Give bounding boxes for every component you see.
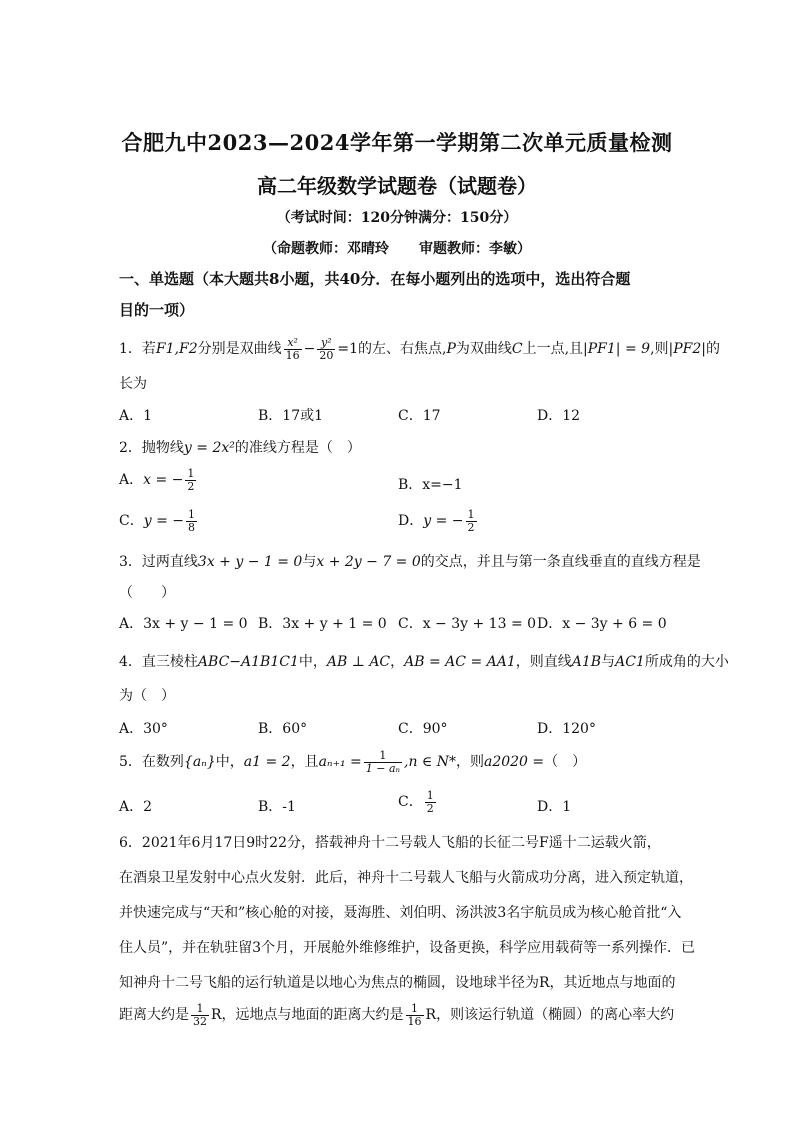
- q1-option-a: A．1: [119, 408, 153, 424]
- fraction: $\frac{1}{2}$: [426, 789, 434, 815]
- q2-option-a: A．x = − $\frac{1}{2}$: [119, 467, 195, 493]
- q1-option-c: C．17: [398, 408, 441, 424]
- q5-option-a: A．2: [119, 799, 153, 815]
- question-6-line2: 在酒泉卫星发射中心点火发射．此后，神舟十二号载人飞船与火箭成功分离，进入预定轨道，: [119, 870, 693, 886]
- section-heading-line1: 一、单选题（本大题共8小题，共40分．在每小题列出的选项中，选出符合题: [119, 270, 631, 288]
- question-6-line4: 住人员”，并在轨驻留3个月，开展舱外维修维护，设备更换，科学应用载荷等一系列操作．已: [119, 940, 696, 956]
- question-3-paren: （ ）: [119, 585, 175, 601]
- q4-option-a: A．30°: [119, 721, 168, 737]
- question-3-stem: 3．过两直线3x + y − 1 = 0与x + 2y − 7 = 0的交点，并且与第一条直线垂直的直线方程是: [119, 554, 701, 570]
- q3-option-c: C．x − 3y + 13 = 0: [398, 616, 537, 632]
- exam-info: （考试时间：120分钟满分：150分）: [276, 210, 518, 226]
- question-2-stem: 2．抛物线y = 2x²的准线方程是（ ）: [119, 440, 361, 456]
- q1-option-d: D．12: [537, 408, 581, 424]
- q2-option-d: D．y = − $\frac{1}{2}$: [398, 508, 475, 534]
- question-4-stem: 4．直三棱柱ABC−A1B1C1中，AB ⊥ AC，AB = AC = AA1，则直线A1B与AC1所成角的大小: [119, 654, 729, 670]
- q3-option-b: B．3x + y + 1 = 0: [258, 616, 387, 632]
- question-6-line5: 知神舟十二号飞船的运行轨道是以地心为焦点的椭圆，设地球半径为R，其近地点与地面的: [119, 975, 676, 991]
- teacher-info: [0, 238, 794, 258]
- q5-option-d: D．1: [537, 799, 572, 815]
- q3-option-d: D．x − 3y + 6 = 0: [537, 616, 667, 632]
- fraction: $\frac{\text{y²}}{20}$: [319, 336, 334, 362]
- q5-option-b: B．-1: [258, 799, 296, 815]
- exam-subtitle: 高二年级数学试题卷（试题卷）: [257, 174, 537, 198]
- q5-option-c: C． $\frac{1}{2}$: [398, 789, 434, 815]
- q4-option-c: C．90°: [398, 721, 448, 737]
- question-4-stem-line2: 为（ ）: [119, 688, 175, 704]
- q3-option-a: A．3x + y − 1 = 0: [119, 616, 248, 632]
- q2-option-b: B．x=−1: [398, 477, 463, 493]
- teacher-reviewer: 审题教师：李敏）: [419, 241, 531, 257]
- fraction: $\frac{1}{2}$: [187, 467, 195, 493]
- q4-option-d: D．120°: [537, 721, 596, 737]
- fraction: $\frac{1}{\text{1 − aₙ}}$: [365, 749, 400, 775]
- fraction: $\frac{1}{32}$: [193, 1002, 207, 1028]
- section-heading-line2: 目的一项）: [119, 301, 195, 319]
- question-6-line3: 并快速完成与“天和”核心舱的对接，聂海胜、刘伯明、汤洪波3名宇航员成为核心舱首批“入: [119, 905, 682, 921]
- q4-option-b: B．60°: [258, 721, 308, 737]
- question-1-stem-line2: 长为: [119, 376, 147, 392]
- question-6-line1: 6．2021年6月17日9时22分，搭载神舟十二号载人飞船的长征二号F遥十二运载火箭，: [119, 835, 661, 851]
- teacher-setter: （命题教师：邓晴玲: [263, 241, 389, 257]
- fraction: $\frac{\text{x²}}{16}$: [285, 336, 300, 362]
- q1-option-b: B．17或1: [258, 408, 324, 424]
- question-6-line6: 距离大约是 $\frac{1}{32}$ R，远地点与地面的距离大约是 $\frac{1}{16}$ R，则该运行轨道（椭圆）的离心率大约: [119, 1002, 675, 1028]
- question-5-stem: 5．在数列{aₙ}中，a1 = 2，且aₙ₊₁ = $\frac{1}{\text{1 − aₙ}}$ ,n ∈ N*，则a2020 =（ ）: [119, 749, 587, 775]
- question-1-stem: 1．若F1,F2分别是双曲线 $\frac{\text{x²}}{16}$ − $\frac{\text{y²}}{20}$ =1的左、右焦点,P为双曲线C上一点,且|PF1| = 9,则|PF2|的: [119, 336, 720, 362]
- fraction: $\frac{1}{16}$: [407, 1002, 422, 1028]
- exam-title: 合肥九中2023—2024学年第一学期第二次单元质量检测: [121, 130, 673, 155]
- fraction: $\frac{1}{2}$: [467, 508, 475, 534]
- fraction: $\frac{1}{8}$: [188, 508, 195, 534]
- q2-option-c: C．y = − $\frac{1}{8}$: [119, 508, 195, 534]
